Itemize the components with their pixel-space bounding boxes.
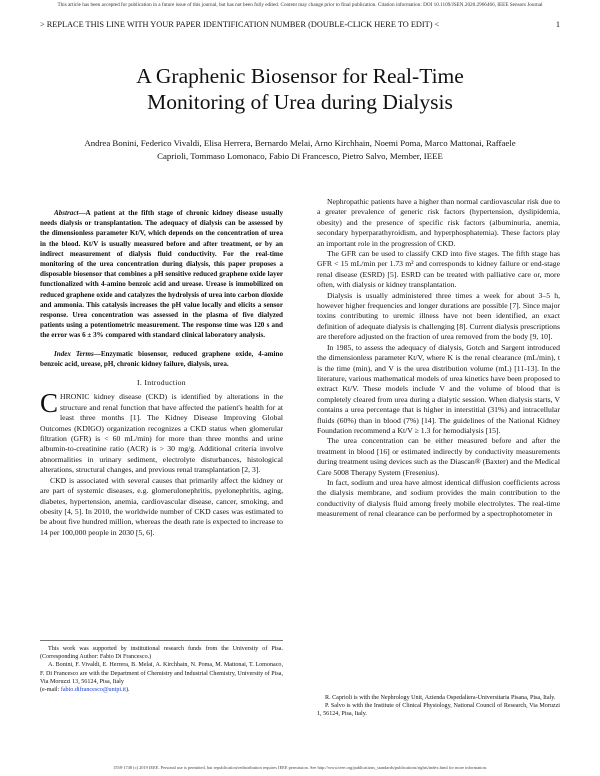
left-column: [40, 208, 283, 538]
title-line-1: A Graphenic Biosensor for Real-Time: [136, 64, 464, 88]
running-head-text: > REPLACE THIS LINE WITH YOUR PAPER IDENTIFICATION NUMBER (DOUBLE-CLICK HERE TO EDIT) <: [40, 20, 440, 29]
index-terms-label: Index Terms: [54, 349, 94, 358]
abstract-label: Abstract: [54, 209, 79, 217]
footnote-affiliation: A. Bonini, F. Vivaldi, E. Herrera, B. Melai, A. Kirchhain, N. Poma, M. Mattonai, T. Lomonaco, F. Di Francesco are with the Department of Chemistry and Industrial Chemistry, University of Pisa, Via Moruzzi 13, 56124, Pisa, Italy: [40, 662, 283, 685]
footnote-left: [40, 640, 283, 694]
page-number: 1: [555, 20, 560, 29]
footnote-salvo: P. Salvo is with the Institute of Clinical Physiology, National Council of Research, Via Moruzzi 1, 56124, Pisa, Italy.: [317, 703, 560, 718]
copyright-footer: 1558-1748 (c) 2019 IEEE. Personal use is permitted, but republication/redistribution requires IEEE permission. See http://www.ieee.org/publications_standards/publications/rights/index.html for more information.: [113, 765, 487, 770]
paper-title: [60, 63, 540, 115]
abstract-text: —A patient at the fifth stage of chronic kidney disease usually needs dialysis or transplantation. The adequacy of dialysis can be assessed by the dimensionless parameter Kt/V, which depends on the concentration of urea in the blood. Kt/V is usually measured before and after treatment, or by an indirect measurement of dialysis fluid conductivity. For the real-time monitoring of the urea concentration during dialysis, this paper proposes a disposable biosensor that combines a pH sensitive reduced graphene oxide layer functionalized with 4-amino benzoic acid and urease. Urease is immobilized on reduced graphene oxide and catalyzes the hydrolysis of urea into carbon dioxide and ammonia. This catalysis increases the pH value locally and elicits a sensor response. Urea concentration was assessed in the plasma of five dialyzed patients using a potentiometric measurement. The response time was 120 s and the error was 6 ± 3% compared with standard clinical laboratory analysis.: [40, 209, 283, 340]
abstract: [40, 208, 283, 341]
section-heading: I. Introduction: [137, 378, 186, 388]
intro-paragraph-7: The urea concentration can be either measured before and after the treatment in blood [16] or estimated indirectly by conductivity measurements during treatment using devices such as the Diascan® (Baxter) and the Medical Care 5008 Therapy System (Fresenius).: [317, 436, 560, 477]
intro-paragraph-1: [40, 388, 283, 475]
intro-paragraph-5: Dialysis is usually administered three times a week for about 3–5 h, however higher frequencies and longer durations are possible [7]. Since major toxins contributing to uremic illness have not been identified, an exact definition of adequate dialysis is challenging [8]. Current dialysis prescriptions are therefore adjusted on the fraction of urea removed from the body [9, 10].: [317, 290, 560, 342]
footnote-right: [317, 694, 560, 719]
author-email-link[interactable]: fabio.difrancesco@unipi.it: [60, 687, 126, 694]
author-list: Andrea Bonini, Federico Vivaldi, Elisa Herrera, Bernardo Melai, Arno Kirchhain, Noemi Poma, Marco Mattonai, Raffaele Caprioli, Tommaso Lomonaco, Fabio Di Francesco, Pietro Salvo, Member, IEEE: [84, 138, 516, 161]
footnote-support: This work was supported by institutional research funds from the University of Pisa. (Corresponding Author: Fabio Di Francesco.): [40, 646, 283, 661]
footnote-rule: [40, 640, 283, 641]
accepted-notice: This article has been accepted for publication in a future issue of this journal, but has not been fully edited. Content may change prior to final publication. Citation information: DOI 10.1109/JSEN.2020.2966466, IEEE Sensors Journal: [57, 2, 543, 8]
intro-paragraph-3: Nephropathic patients have a higher than normal cardiovascular risk due to a greater prevalence of generic risk factors (hypertension, dyslipidemia, obesity) and the presence of specific risk factors (albuminuria, anemia, secondary hyperparathyroidism, and hyperphosphatemia). These factors play an important role in the progression of CKD.: [317, 197, 560, 248]
footnote-caprioli: R. Caprioli is with the Nephrology Unit, Azienda Ospedaliera-Universitaria Pisana, Pisa, Italy.: [325, 695, 556, 701]
footnote-email-line: [40, 686, 283, 694]
index-terms-text: —Enzymatic biosensor, reduced graphene oxide, 4-amino benzoic acid, urease, pH, chronic kidney failure, dialysis, urea.: [40, 349, 284, 368]
intro-paragraph-8: In fact, sodium and urea have almost identical diffusion coefficients across the dialysis membrane, and sodium provides the main contribution to the conductivity of dialysis fluid among freely mobile electrolytes. The real-time measurement of renal clearance can be performed by a spectrophotometer in: [317, 477, 560, 519]
title-line-2: Monitoring of Urea during Dialysis: [147, 90, 453, 114]
index-terms: [40, 349, 283, 369]
intro-paragraph-1-text: HRONIC kidney disease (CKD) is identified by alterations in the structure and renal function that have affected the patient's health for at least three months [1]. The Kidney Disease Improving Global Outcomes (KDIGO) organization recognizes a CKD status when glomerular filtration (GFR) is < 60 mL/min) for more than three months and urine albumin-to-creatinine ratio (ACR) is > 30 mg/g. Additional criteria involve abnormalities in urinary sediment, electrolyte disturbances, histological alterations, structural changes, and previous renal transplantation [2, 3].: [40, 392, 283, 475]
email-prefix: (e-mail:: [40, 687, 61, 694]
right-column: [317, 197, 560, 520]
intro-paragraph-2: CKD is associated with several causes that primarily affect the kidney or are part of systemic diseases, e.g. glomerulonephritis, pyelonephritis, aging, diabetes, hypertension, anemia, cardiovascular disease, cancer, smoking, and obesity [4, 5]. In 2010, the worldwide number of CKD cases was estimated to be about five hundred million, whereas the death rate is expected to increase to 14 per 100,000 people in 2030 [5, 6].: [40, 475, 283, 537]
intro-paragraph-6: In 1985, to assess the adequacy of dialysis, Gotch and Sargent introduced the dimensionless parameter Kt/V, where K is the renal clearance (mL/min), t is the time (min), and V is the urea distribution volume (mL) [11-13]. In the literature, various mathematical models of urea kinetics have been proposed to extract Kt/V. These models include V and the volume of blood that is completely cleared from urea during a dialytic session. When dialysis starts, V contains a urea percentage that is higher in interstitial (31%) and intracellular fluids (60%) than in blood (7%) [14]. The guidelines of the National Kidney Foundation recommend a Kt/V ≥ 1.3 for hemodialysis [15].: [317, 342, 560, 435]
drop-cap: C: [40, 388, 59, 419]
email-suffix: ).: [126, 687, 130, 694]
intro-paragraph-4: The GFR can be used to classify CKD into five stages. The fifth stage has GFR < 15 mL/min per 1.73 m² and corresponds to kidney failure or end-stage renal disease (ESRD) [5]. ESRD can be treated with palliative care or, more often, with dialysis or kidney transplantation.: [317, 249, 560, 290]
